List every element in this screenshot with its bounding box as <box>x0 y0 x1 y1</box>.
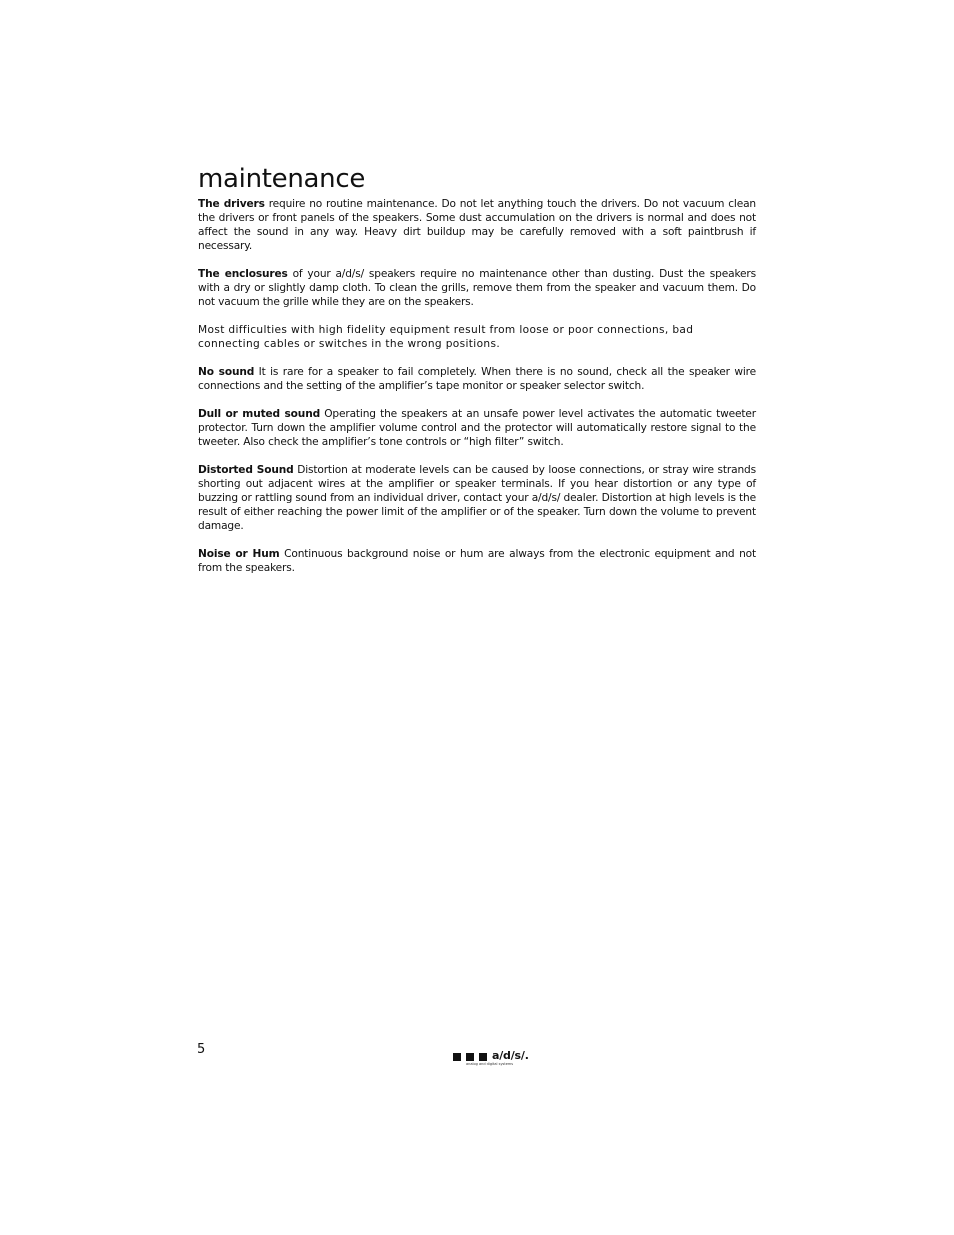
logo-square-1 <box>453 1053 461 1061</box>
text-noise-hum: Continuous background noise or hum are always from the electronic equipment and not from the speakers. <box>198 548 756 574</box>
text-difficulties: Most difficulties with high fidelity equipment result from loose or poor connections, bad connecting cables or switches in the wrong positions. <box>198 324 694 350</box>
logo-text: a/d/s/. <box>492 1049 529 1062</box>
paragraph-no-sound <box>198 365 756 393</box>
page-number: 5 <box>197 1042 206 1057</box>
paragraph-difficulties <box>198 323 756 351</box>
lead-no-sound: No sound <box>198 366 255 378</box>
text-enclosures: of your a/d/s/ speakers require no maintenance other than dusting. Dust the speakers with a dry or slightly damp cloth. To clean the grills, remove them from the speaker and vacuum them. Do not vacuum the grille while they are on the speakers. <box>198 268 756 308</box>
logo-tagline: analog and digital systems <box>466 1062 514 1066</box>
lead-noise-hum: Noise or Hum <box>198 548 280 560</box>
logo-square-2 <box>466 1053 474 1061</box>
text-drivers: require no routine maintenance. Do not let anything touch the drivers. Do not vacuum clean the drivers or front panels of the speakers. Some dust accumulation on the drivers is normal and does not affect the sound in any way. Heavy dirt buildup may be carefully removed with a soft paintbrush if necessary. <box>198 198 756 252</box>
text-distorted-sound: Distortion at moderate levels can be caused by loose connections, or stray wire strands shorting out adjacent wires at the amplifier or speaker terminals. If you hear distortion or any type of buzzing or rattling sound from an individual driver, contact your a/d/s/ dealer. Distortion at high levels is the result of either reaching the power limit of the amplifier or of the speaker. Turn down the volume to prevent damage. <box>198 464 756 532</box>
ads-logo <box>453 1050 533 1070</box>
lead-drivers: The drivers <box>198 198 265 210</box>
page-title: maintenance <box>198 164 366 194</box>
paragraph-drivers <box>198 197 756 253</box>
paragraph-enclosures <box>198 267 756 309</box>
main-content <box>198 163 756 589</box>
lead-enclosures: The enclosures <box>198 268 288 280</box>
lead-distorted-sound: Distorted Sound <box>198 464 294 476</box>
lead-dull-sound: Dull or muted sound <box>198 408 321 420</box>
paragraph-dull-sound <box>198 407 756 449</box>
text-no-sound: It is rare for a speaker to fail completely. When there is no sound, check all the speaker wire connections and the setting of the amplifier’s tape monitor or speaker selector switch. <box>198 366 756 392</box>
text-dull-sound: Operating the speakers at an unsafe power level activates the automatic tweeter protector. Turn down the amplifier volume control and the protector will automatically restore signal to the tweeter. Also check the amplifier’s tone controls or “high filter” switch. <box>198 408 756 448</box>
logo-square-3 <box>479 1053 487 1061</box>
paragraph-noise-hum <box>198 547 756 575</box>
paragraph-distorted-sound <box>198 463 756 533</box>
